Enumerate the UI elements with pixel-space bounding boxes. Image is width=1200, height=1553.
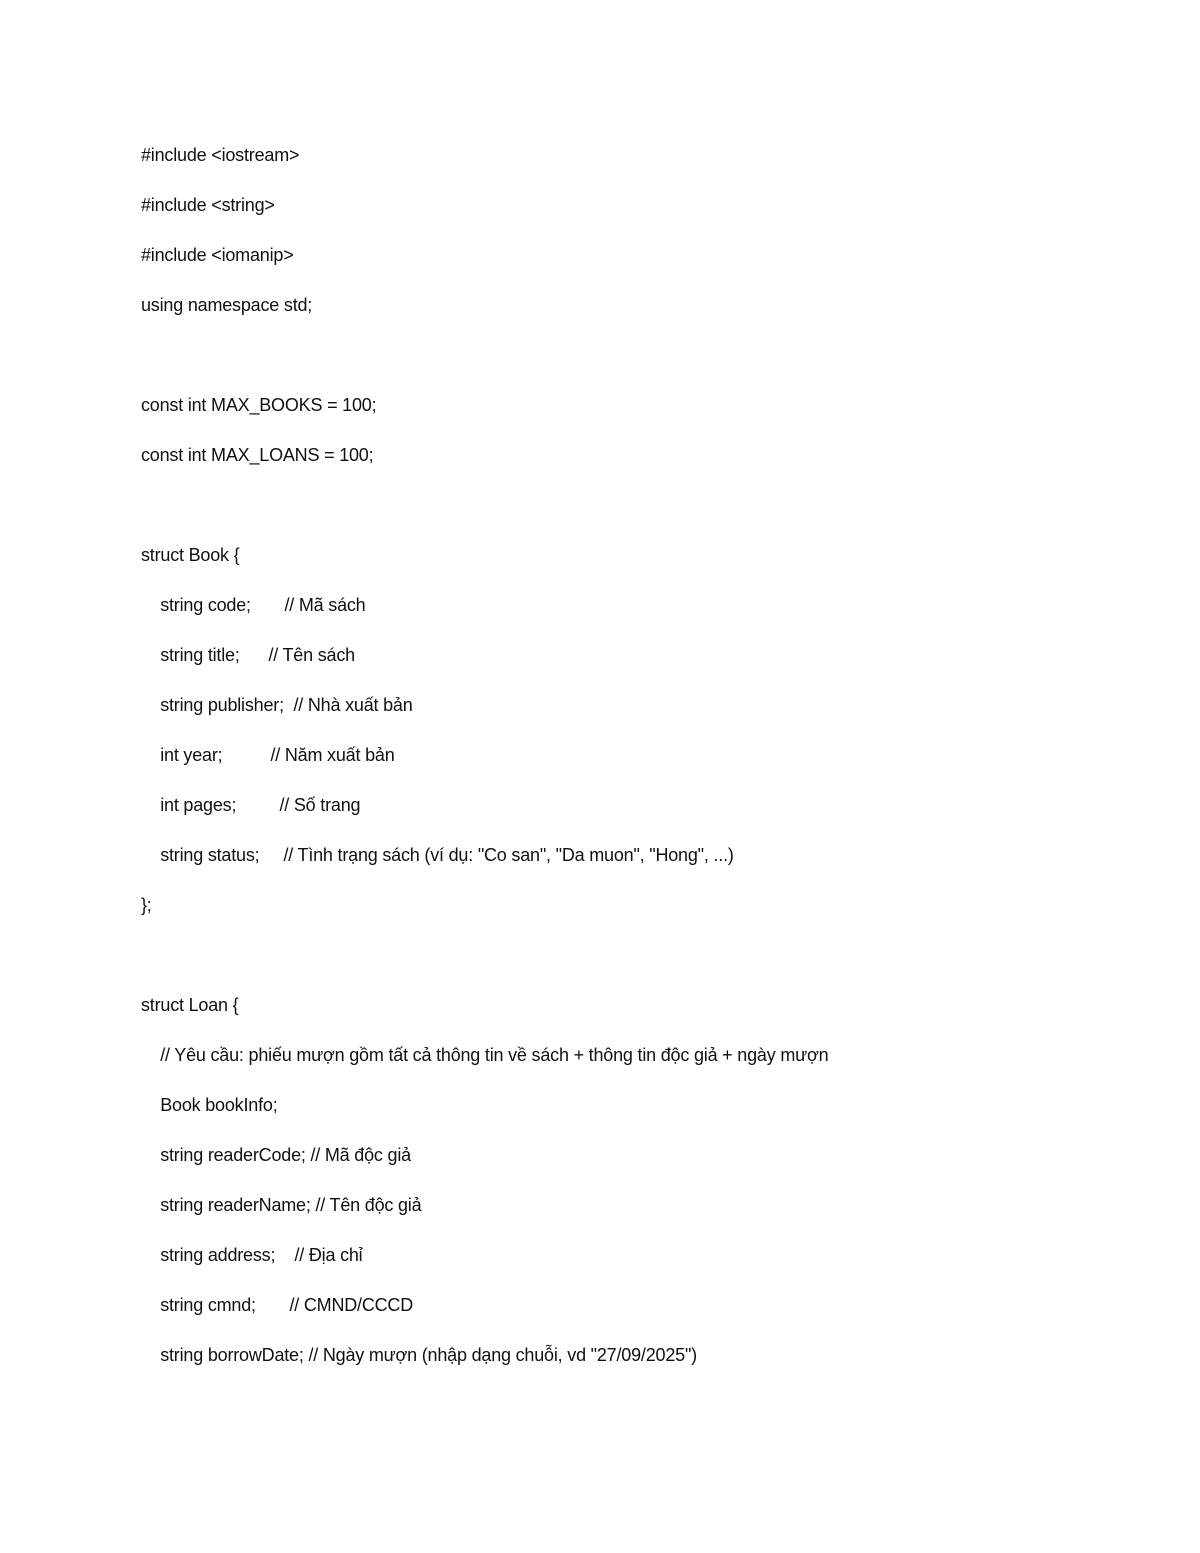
code-line: string title; // Tên sách (141, 645, 355, 665)
code-line: #include <iomanip> (141, 245, 294, 265)
code-line: }; (141, 895, 152, 915)
code-line: string readerCode; // Mã độc giả (141, 1145, 411, 1165)
code-line: // Yêu cầu: phiếu mượn gồm tất cả thông tin về sách + thông tin độc giả + ngày mượn (141, 1045, 829, 1065)
code-line: struct Loan { (141, 995, 239, 1015)
code-line: string status; // Tình trạng sách (ví dụ: "Co san", "Da muon", "Hong", ...) (141, 845, 734, 865)
blank-line (141, 492, 1141, 542)
code-block (141, 142, 1141, 1392)
code-line: #include <string> (141, 195, 275, 215)
blank-line (141, 942, 1141, 992)
code-line: int pages; // Số trang (141, 795, 361, 815)
code-line: int year; // Năm xuất bản (141, 745, 395, 765)
code-line: string readerName; // Tên độc giả (141, 1195, 422, 1215)
code-line: string publisher; // Nhà xuất bản (141, 695, 413, 715)
blank-line (141, 342, 1141, 392)
code-line: #include <iostream> (141, 145, 300, 165)
code-line: string address; // Địa chỉ (141, 1245, 363, 1265)
code-line: struct Book { (141, 545, 240, 565)
code-line: using namespace std; (141, 295, 313, 315)
code-line: const int MAX_BOOKS = 100; (141, 395, 377, 415)
code-line: string cmnd; // CMND/CCCD (141, 1295, 414, 1315)
code-line: string code; // Mã sách (141, 595, 366, 615)
code-line: const int MAX_LOANS = 100; (141, 445, 374, 465)
code-line: string borrowDate; // Ngày mượn (nhập dạng chuỗi, vd "27/09/2025") (141, 1345, 697, 1365)
code-line: Book bookInfo; (141, 1095, 278, 1115)
